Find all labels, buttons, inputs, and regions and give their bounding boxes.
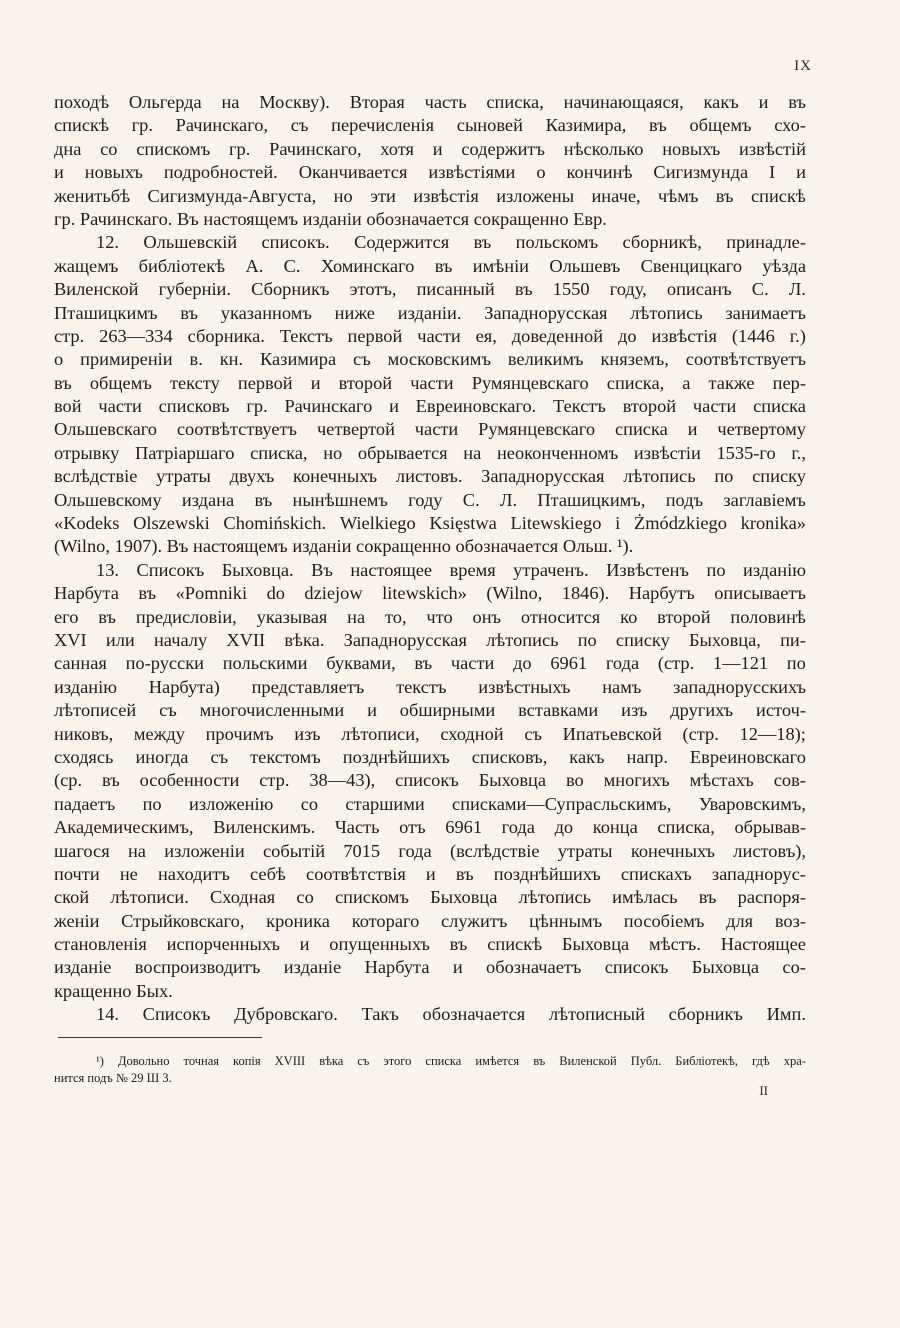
body-line: Ольшевскаго соотвѣтствуетъ четвертой части Румянцевскаго списка и четвертому (54, 419, 806, 440)
body-line: походѣ Ольгерда на Москву). Вторая часть списка, начинающаяся, какъ и въ (54, 92, 806, 112)
body-line: изданію Нарбута) представляетъ текстъ извѣстныхъ намъ западнорусскихъ (54, 676, 806, 697)
body-line: ской лѣтописи. Сходная со спискомъ Быховца лѣтопись имѣлась въ распоря- (54, 887, 806, 908)
body-line: падаетъ по изложенію со старшими списками—Супрасльскимъ, Уваровскимъ, (54, 793, 806, 814)
body-line: Пташицкимъ въ указанномъ ниже изданіи. Западнорусская лѣтопись занимаетъ (54, 302, 806, 323)
body-line: вой части списковъ гр. Рачинскаго и Евреиновскаго. Текстъ второй части списка (54, 396, 806, 417)
body-line: и новыхъ подробностей. Оканчивается извѣстіями о кончинѣ Сигизмунда I и (54, 162, 806, 183)
footnote (54, 1053, 806, 1087)
body-line: Виленской губерніи. Сборникъ этотъ, писанный въ 1550 году, описанъ С. Л. (54, 279, 806, 300)
body-line: женіи Стрыйковскаго, кроника котораго служитъ цѣннымъ пособіемъ для воз- (54, 910, 806, 931)
body-line: гр. Рачинскаго. Въ настоящемъ изданіи обозначается сокращенно Евр. (54, 208, 607, 229)
body-line: лѣтописей съ многочисленными и обширными вставками изъ другихъ источ- (54, 700, 806, 721)
body-line: стр. 263—334 сборника. Текстъ первой части ея, доведенной до извѣстія (1446 г.) (54, 325, 806, 346)
body-line: жащемъ библіотекѣ А. С. Хоминскаго въ имѣніи Ольшевъ Свенцицкаго уѣзда (54, 255, 806, 276)
body-line: женитьбѣ Сигизмунда-Августа, но эти извѣстія изложены иначе, чѣмъ въ спискѣ (54, 185, 806, 206)
footnote-rule (58, 1037, 262, 1038)
body-line: «Kodeks Olszewski Chomińskich. Wielkiego Księstwa Litewskiego i Żmódzkiego kronika» (54, 513, 806, 534)
body-line: (Wilno, 1907). Въ настоящемъ изданіи сокращенно обозначается Ольш. ¹). (54, 536, 634, 557)
body-line: отрывку Патріаршаго списка, но обрывается на неоконченномъ извѣстіи 1535-го г., (54, 442, 806, 463)
body-line: спискѣ гр. Рачинскаго, съ перечисленія сыновей Казимира, въ общемъ схо- (54, 115, 806, 136)
body-line: кращенно Бых. (54, 980, 173, 1001)
body-line: въ общемъ тексту первой и второй части Румянцевскаго списка, а также пер- (54, 372, 806, 393)
body-line: Академическимъ, Виленскимъ. Часть отъ 6961 года до конца списка, обрывав- (54, 817, 806, 838)
page-number: IX (794, 58, 812, 74)
body-line: почти не находитъ себѣ соотвѣтствія и въ позднѣйшихъ спискахъ западнорус- (54, 863, 806, 884)
signature-mark: II (759, 1083, 768, 1098)
body-line: шагося на изложеніи событій 7015 года (вслѣдствіе утраты конечныхъ листовъ), (54, 840, 806, 861)
body-line: 12. Ольшевскій списокъ. Содержится въ польскомъ сборникѣ, принадле- (96, 232, 806, 253)
body-line: никовъ, между прочимъ изъ лѣтописи, сходной съ Ипатьевской (стр. 12—18); (54, 723, 806, 744)
body-line: Ольшевскому издана въ нынѣшнемъ году С. Л. Пташицкимъ, подъ заглавіемъ (54, 489, 806, 510)
body-line: сходясь иногда съ текстомъ позднѣйшихъ списковъ, какъ напр. Евреиновскаго (54, 746, 806, 767)
body-line: вслѣдствіе утраты двухъ конечныхъ листовъ. Западнорусская лѣтопись по списку (54, 466, 806, 487)
body-line: 13. Списокъ Быховца. Въ настоящее время утраченъ. Извѣстенъ по изданію (96, 559, 806, 580)
body-line: становленія испорченныхъ и опущенныхъ въ спискѣ Быховца мѣстъ. Настоящее (54, 934, 806, 955)
body-line: (ср. въ особенности стр. 38—43), списокъ Быховца во многихъ мѣстахъ сов- (54, 770, 806, 791)
body-line: о примиреніи в. кн. Казимира съ московскимъ великимъ княземъ, соотвѣтствуетъ (54, 349, 806, 370)
footnote-line: нится подъ № 29 Ш 3. (54, 1071, 172, 1085)
body-line: XVI или началу XVII вѣка. Западнорусская лѣтопись по списку Быховца, пи- (54, 629, 806, 650)
body-line: дна со спискомъ гр. Рачинскаго, хотя и содержитъ нѣсколько новыхъ извѣстій (54, 138, 806, 159)
body-line: санная по-русски польскими буквами, въ части до 6961 года (стр. 1—121 по (54, 653, 806, 674)
body-line: его въ предисловіи, указывая на то, что онъ относится ко второй половинѣ (54, 606, 806, 627)
body-line: Нарбута въ «Pomniki do dziejow litewskich» (Wilno, 1846). Нарбутъ описываетъ (54, 583, 806, 604)
body-line: изданіе воспроизводитъ изданіе Нарбута и обозначаетъ списокъ Быховца со- (54, 957, 806, 978)
footnote-line: ¹) Довольно точная копія XVIII вѣка съ этого списка имѣется въ Виленской Публ. Библіотекѣ, гдѣ хра- (96, 1054, 806, 1068)
body-line: 14. Списокъ Дубровскаго. Такъ обозначается лѣтописный сборникъ Имп. (96, 1004, 806, 1025)
body-text (54, 91, 806, 1027)
